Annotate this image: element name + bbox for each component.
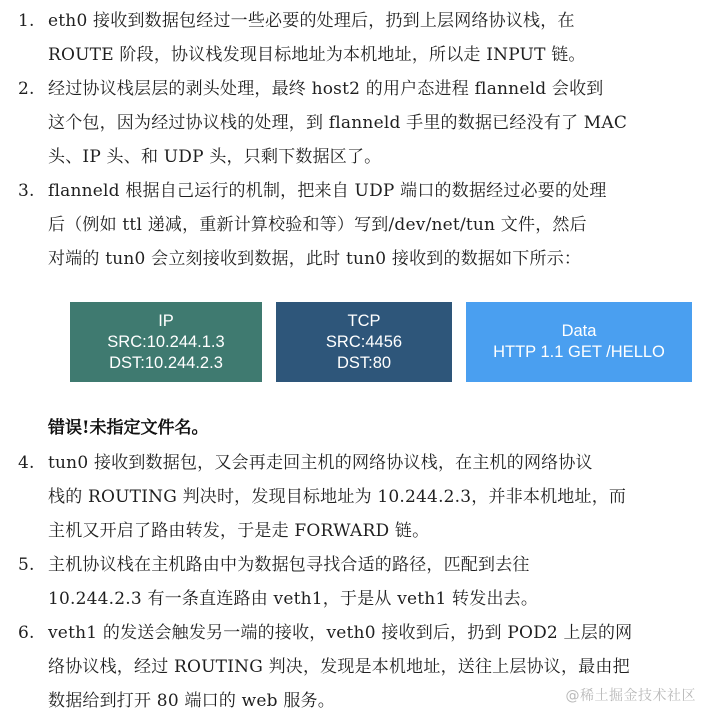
ip-header-dst: DST:10.244.2.3 bbox=[109, 353, 223, 372]
item-line: 经过协议栈层层的剥头处理，最终 host2 的用户态进程 flanneld 会收到 bbox=[48, 79, 604, 99]
tcp-header-title: TCP bbox=[347, 311, 381, 330]
tcp-header-box bbox=[276, 302, 452, 382]
list-item-2 bbox=[18, 72, 698, 174]
missing-figure-error: 错误!未指定文件名。 bbox=[48, 418, 209, 438]
item-line: 对端的 tun0 会立刻接收到数据，此时 tun0 接收到的数据如下所示： bbox=[48, 249, 582, 269]
list-item-3 bbox=[18, 174, 698, 276]
item-line: ROUTE 阶段，协议栈发现目标地址为本机地址，所以走 INPUT 链。 bbox=[48, 45, 586, 65]
item-number: 4. bbox=[18, 453, 35, 473]
data-payload-box bbox=[466, 302, 692, 382]
list-item-4 bbox=[18, 446, 698, 548]
item-line: 数据给到打开 80 端口的 web 服务。 bbox=[48, 691, 335, 711]
item-number: 5. bbox=[18, 555, 35, 575]
item-line: flanneld 根据自己运行的机制，把来自 UDP 端口的数据经过必要的处理 bbox=[48, 181, 607, 201]
ip-header-src: SRC:10.244.1.3 bbox=[107, 332, 225, 351]
item-number: 6. bbox=[18, 623, 35, 643]
item-line: 栈的 ROUTING 判决时，发现目标地址为 10.244.2.3，并非本机地址，而 bbox=[48, 487, 627, 507]
ip-header-box bbox=[70, 302, 262, 382]
site-watermark: @稀土掘金技术社区 bbox=[565, 688, 696, 704]
data-payload-title: Data bbox=[561, 322, 597, 340]
list-item-1 bbox=[18, 4, 698, 72]
item-number: 3. bbox=[18, 181, 35, 201]
item-line: 这个包，因为经过协议栈的处理，到 flanneld 手里的数据已经没有了 MAC bbox=[48, 113, 628, 133]
item-line: eth0 接收到数据包经过一些必要的处理后，扔到上层网络协议栈，在 bbox=[48, 11, 575, 31]
tcp-header-src: SRC:4456 bbox=[325, 332, 403, 351]
item-line: 主机协议栈在主机路由中为数据包寻找合适的路径，匹配到去往 bbox=[48, 555, 530, 575]
item-line: tun0 接收到数据包，又会再走回主机的网络协议栈，在主机的网络协议 bbox=[48, 453, 593, 473]
item-number: 2. bbox=[18, 79, 35, 99]
item-line: veth1 的发送会触发另一端的接收，veth0 接收到后，扔到 POD2 上层的网 bbox=[48, 623, 633, 643]
item-line: 10.244.2.3 有一条直连路由 veth1，于是从 veth1 转发出去。 bbox=[48, 589, 539, 609]
data-payload-body: HTTP 1.1 GET /HELLO bbox=[493, 343, 665, 361]
item-line: 头、IP 头、和 UDP 头，只剩下数据区了。 bbox=[48, 147, 382, 167]
steps-list-top bbox=[18, 4, 698, 276]
item-number: 1. bbox=[18, 11, 35, 31]
list-item-5 bbox=[18, 548, 698, 616]
item-line: 后（例如 ttl 递减，重新计算校验和等）写到/dev/net/tun 文件，然后 bbox=[48, 215, 587, 235]
ip-header-title: IP bbox=[158, 311, 174, 330]
item-line: 络协议栈，经过 ROUTING 判决，发现是本机地址，送往上层协议，最由把 bbox=[48, 657, 630, 677]
item-line: 主机又开启了路由转发，于是走 FORWARD 链。 bbox=[48, 521, 430, 541]
steps-list-bottom bbox=[18, 446, 698, 718]
tcp-header-dst: DST:80 bbox=[336, 353, 392, 372]
packet-diagram bbox=[70, 302, 692, 382]
